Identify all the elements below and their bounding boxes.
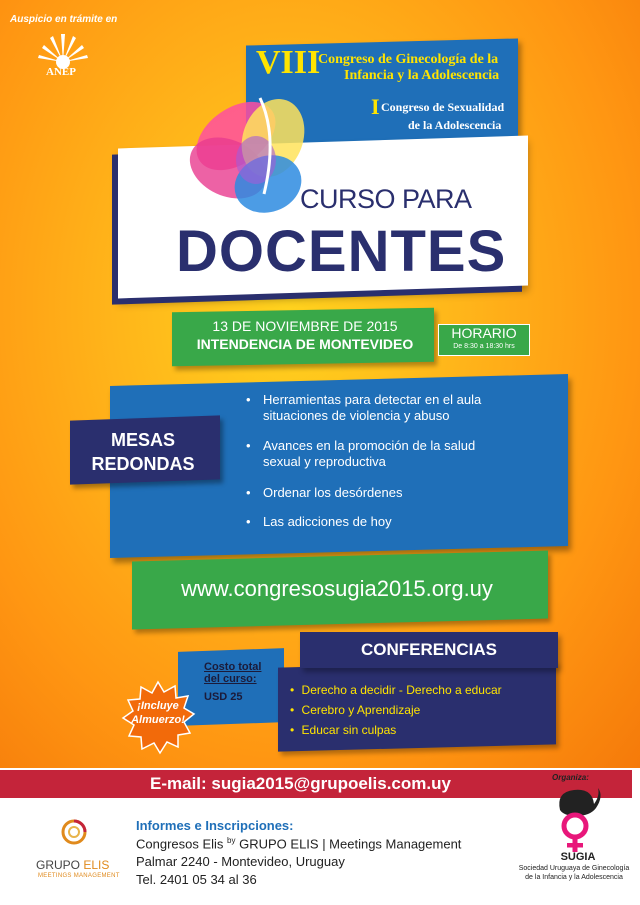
website-link[interactable]: www.congresosugia2015.org.uy bbox=[181, 576, 493, 601]
grupo-elis-subtitle: MEETINGS MANAGEMENT bbox=[38, 873, 120, 879]
bullet-icon: • bbox=[246, 485, 251, 500]
sugia-subtitle-line2: de la Infancia y la Adolescencia bbox=[525, 874, 623, 881]
curso-label: CURSO PARA bbox=[300, 184, 472, 214]
bullet-icon: • bbox=[290, 703, 295, 717]
info-line1-a: Congresos Elis bbox=[136, 836, 228, 852]
horario-value: De 8:30 a 18:30 hrs bbox=[453, 343, 515, 350]
topic-line1: Herramientas para detectar en el aula bbox=[263, 392, 482, 407]
info-line1-b: GRUPO ELIS | Meetings Management bbox=[235, 836, 462, 852]
congreso-title-line1: Congreso de Ginecología de la bbox=[318, 52, 499, 67]
info-address: Palmar 2240 - Montevideo, Uruguay bbox=[136, 854, 345, 869]
info-phone: Tel. 2401 05 34 al 36 bbox=[136, 872, 257, 887]
bullet-icon: • bbox=[290, 683, 295, 697]
incluye-badge-text bbox=[120, 699, 196, 727]
costo-price: USD 25 bbox=[204, 691, 243, 703]
congreso-sub-number: I bbox=[371, 94, 380, 119]
horario-label: HORARIO bbox=[451, 325, 517, 341]
grupo-elis-name bbox=[36, 858, 109, 872]
congreso-sub-line2: de la Adolescencia bbox=[408, 118, 502, 132]
topic-line2: sexual y reproductiva bbox=[263, 454, 386, 469]
anep-label: ANEP bbox=[46, 66, 76, 78]
bullet-icon: • bbox=[290, 723, 295, 737]
flower-logo-icon bbox=[168, 76, 318, 226]
sugia-name: SUGIA bbox=[560, 851, 596, 863]
list-item bbox=[290, 683, 502, 697]
docentes-title: DOCENTES bbox=[176, 219, 507, 284]
auspicio-text: Auspicio en trámite en bbox=[10, 14, 118, 25]
badge-line1: ¡Incluye bbox=[137, 700, 179, 712]
conferencia-text: Educar sin culpas bbox=[301, 723, 397, 737]
conferencia-text: Cerebro y Aprendizaje bbox=[301, 703, 421, 717]
topic-line1: Avances en la promoción de la salud bbox=[263, 438, 476, 453]
info-line1 bbox=[136, 836, 461, 851]
badge-line2: Almuerzo! bbox=[131, 714, 185, 726]
sugia-subtitle-line1: Sociedad Uruguaya de Ginecología bbox=[518, 865, 630, 872]
grupo-name-b: ELIS bbox=[83, 858, 110, 872]
list-item bbox=[290, 703, 420, 717]
grupo-name-a: GRUPO bbox=[36, 858, 84, 872]
list-item bbox=[290, 723, 396, 737]
congreso-number: VIII bbox=[256, 44, 321, 81]
sugia-logo-icon bbox=[540, 782, 610, 854]
bullet-icon: • bbox=[246, 514, 251, 529]
congreso-title-line2: Infancia y la Adolescencia bbox=[344, 68, 500, 83]
conferencia-text: Derecho a decidir - Derecho a educar bbox=[301, 683, 502, 697]
mesas-label-line2: REDONDAS bbox=[91, 454, 195, 474]
info-heading: Informes e Inscripciones: bbox=[136, 818, 294, 833]
costo-label-line1: Costo total bbox=[204, 661, 262, 673]
organiza-label: Organiza: bbox=[552, 773, 589, 782]
bullet-icon: • bbox=[246, 438, 251, 453]
email-link[interactable]: E-mail: sugia2015@grupoelis.com.uy bbox=[150, 774, 451, 793]
list-item bbox=[246, 514, 546, 530]
list-item bbox=[246, 485, 546, 501]
congreso-sub-line1: Congreso de Sexualidad bbox=[381, 100, 505, 114]
event-place: INTENDENCIA DE MONTEVIDEO bbox=[196, 336, 414, 352]
conferencias-title: CONFERENCIAS bbox=[360, 640, 497, 659]
list-item bbox=[246, 438, 546, 470]
topic-line1: Ordenar los desórdenes bbox=[263, 485, 403, 500]
topic-line2: situaciones de violencia y abuso bbox=[263, 408, 450, 423]
bullet-icon: • bbox=[246, 392, 251, 407]
topic-line1: Las adicciones de hoy bbox=[263, 514, 392, 529]
info-line1-sup: by bbox=[227, 836, 236, 845]
list-item bbox=[246, 392, 546, 424]
grupo-elis-logo-icon bbox=[60, 818, 88, 846]
event-date: 13 DE NOVIEMBRE DE 2015 bbox=[212, 318, 398, 334]
costo-label-line2: del curso: bbox=[204, 673, 257, 685]
mesas-label-line1: MESAS bbox=[110, 430, 175, 450]
